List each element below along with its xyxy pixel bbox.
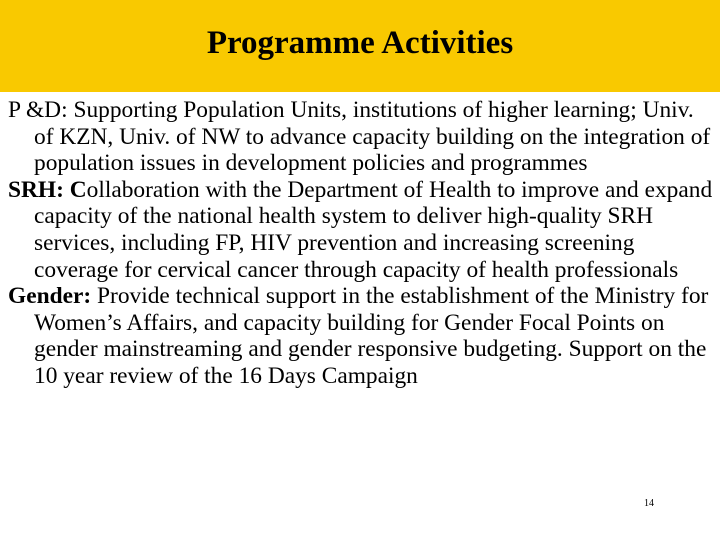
slide-title: Programme Activities xyxy=(206,25,514,61)
paragraph-srh xyxy=(8,177,714,283)
slide-body xyxy=(8,97,714,390)
paragraph-p-and-d xyxy=(8,97,714,177)
paragraph-separator-p-and-d: : xyxy=(61,97,74,123)
paragraph-label-p-and-d: P &D xyxy=(8,97,62,123)
paragraph-label-srh: SRH: C xyxy=(8,176,87,203)
paragraph-text-p-and-d: Supporting Population Units, institutions of higher learning; Univ. of KZN, Univ. of NW to advance capacity building on the integration of population issues in development policies and programmes xyxy=(34,97,711,177)
paragraph-text-srh: ollaboration with the Department of Health to improve and expand capacity of the national health system to deliver high-quality SRH services, including FP, HIV prevention and increasing screening coverage for cervical cancer through capacity of health professionals xyxy=(34,176,713,283)
paragraph-text-gender: Provide technical support in the establishment of the Ministry for Women’s Affairs, and capacity building for Gender Focal Points on gender mainstreaming and gender responsive budgeting. Support on the 10 year review of the 16 Days Campaign xyxy=(34,283,709,389)
paragraph-label-gender: Gender: xyxy=(8,283,92,310)
page-number: 14 xyxy=(644,498,654,509)
paragraph-gender xyxy=(8,283,714,389)
